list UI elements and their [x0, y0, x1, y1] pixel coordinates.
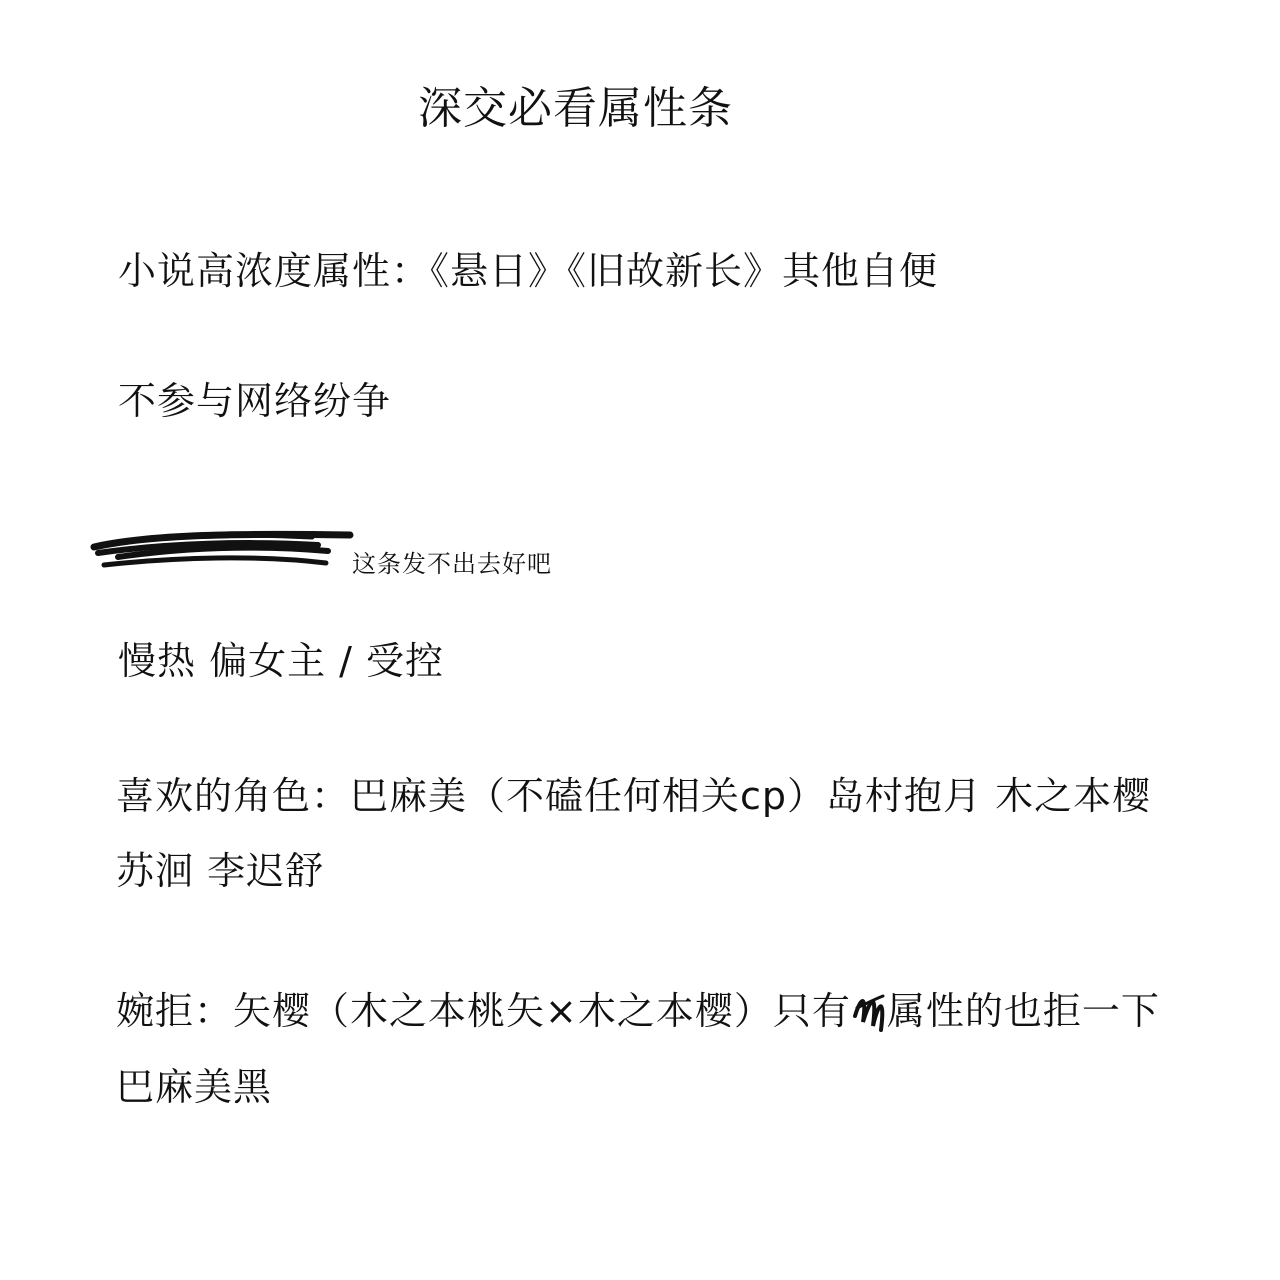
reject-line-1-end: 属性的也拒一下 [886, 989, 1160, 1033]
no-disputes-line: 不参与网络纷争 [118, 379, 392, 423]
page-title: 深交必看属性条 [418, 83, 733, 134]
reject-line-1 [116, 980, 1160, 1035]
favorites-line-2: 苏洄 李迟舒 [116, 849, 325, 893]
reject-line-1-start: 婉拒：矢樱（木之本桃矢×木之本樱）只有 [116, 989, 851, 1033]
redacted-note: 这条发不出去好吧 [352, 550, 552, 578]
inline-scribble [851, 986, 887, 1034]
reject-line-2: 巴麻美黑 [116, 1065, 273, 1109]
novels-line: 小说高浓度属性：《悬日》《旧故新长》其他自便 [118, 249, 939, 293]
redaction-scribble [88, 525, 358, 575]
favorites-line-1: 喜欢的角色：巴麻美（不磕任何相关cp）岛村抱月 木之本樱 [116, 774, 1152, 818]
preferences-line: 慢热 偏女主 / 受控 [118, 639, 445, 683]
